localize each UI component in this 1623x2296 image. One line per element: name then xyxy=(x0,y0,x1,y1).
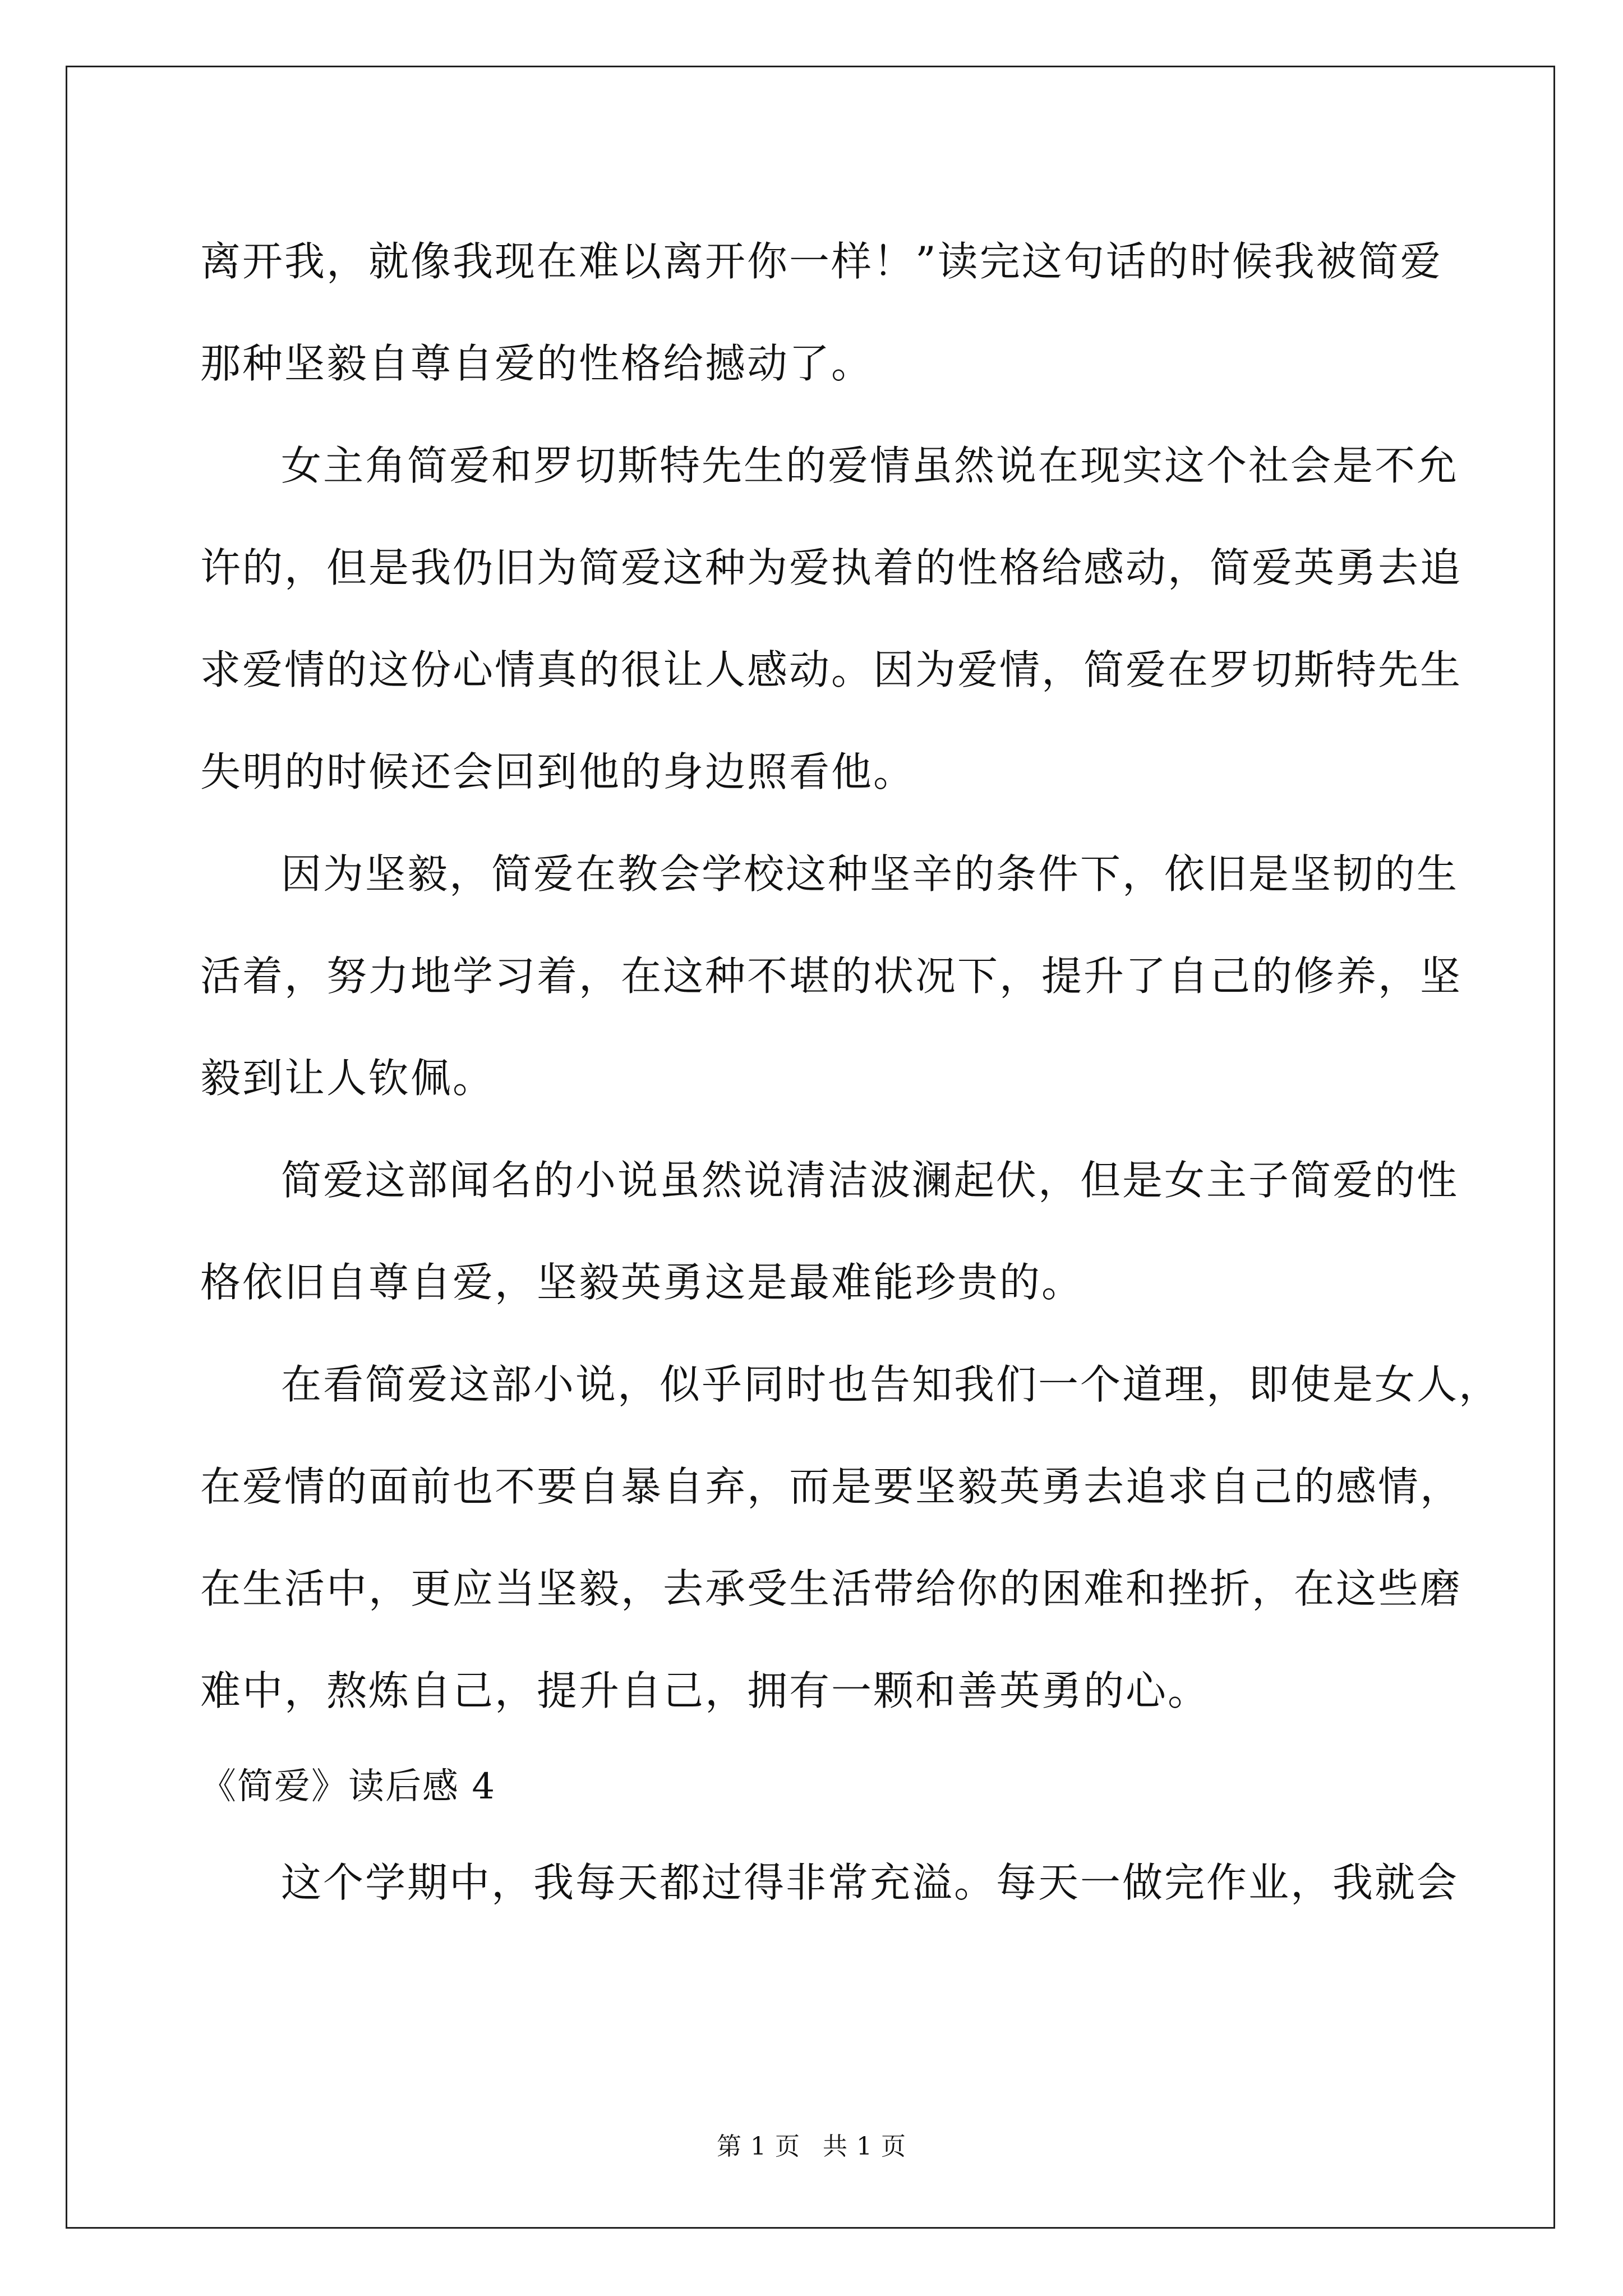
paragraph-line: 毅到让人钦佩。 xyxy=(200,1055,495,1102)
section-heading: 《简爱》读后感 4 xyxy=(200,1766,496,1807)
document-body xyxy=(200,210,1501,1934)
paragraph-line: 在看简爱这部小说，似乎同时也告知我们一个道理，即使是女人， xyxy=(281,1361,1501,1408)
paragraph-line: 因为坚毅，简爱在教会学校这种坚辛的条件下，依旧是坚韧的生 xyxy=(281,850,1459,898)
page-number: 第 1 页 xyxy=(717,2132,800,2161)
paragraph-line: 难中，熬炼自己，提升自己，拥有一颗和善英勇的心。 xyxy=(200,1667,1210,1714)
paragraph-lines xyxy=(200,210,1501,1742)
paragraph-line: 许的，但是我仍旧为简爱这种为爱执着的性格给感动，简爱英勇去追 xyxy=(200,544,1463,591)
paragraph-line: 简爱这部闻名的小说虽然说清洁波澜起伏，但是女主子简爱的性 xyxy=(281,1157,1459,1204)
paragraph-line: 求爱情的这份心情真的很让人感动。因为爱情，简爱在罗切斯特先生 xyxy=(200,646,1463,693)
paragraph-line: 女主角简爱和罗切斯特先生的爱情虽然说在现实这个社会是不允 xyxy=(281,442,1459,489)
paragraph-line: 格依旧自尊自爱，坚毅英勇这是最难能珍贵的。 xyxy=(200,1259,1084,1306)
paragraph-line: 这个学期中，我每天都过得非常充溢。每天一做完作业，我就会 xyxy=(281,1859,1459,1906)
page-footer xyxy=(0,2126,1623,2162)
paragraph-line: 离开我，就像我现在难以离开你一样！”读完这句话的时候我被简爱 xyxy=(200,238,1442,285)
paragraph-line: 失明的时候还会回到他的身边照看他。 xyxy=(200,748,916,795)
paragraph-line: 那种坚毅自尊自爱的性格给撼动了。 xyxy=(200,340,874,387)
paragraph-line: 在生活中，更应当坚毅，去承受生活带给你的困难和挫折，在这些磨 xyxy=(200,1565,1463,1612)
paragraph-line: 在爱情的面前也不要自暴自弃，而是要坚毅英勇去追求自己的感情， xyxy=(200,1463,1463,1510)
page-total: 共 1 页 xyxy=(823,2132,906,2161)
paragraph-line: 活着，努力地学习着，在这种不堪的状况下，提升了自己的修养，坚 xyxy=(200,953,1463,1000)
